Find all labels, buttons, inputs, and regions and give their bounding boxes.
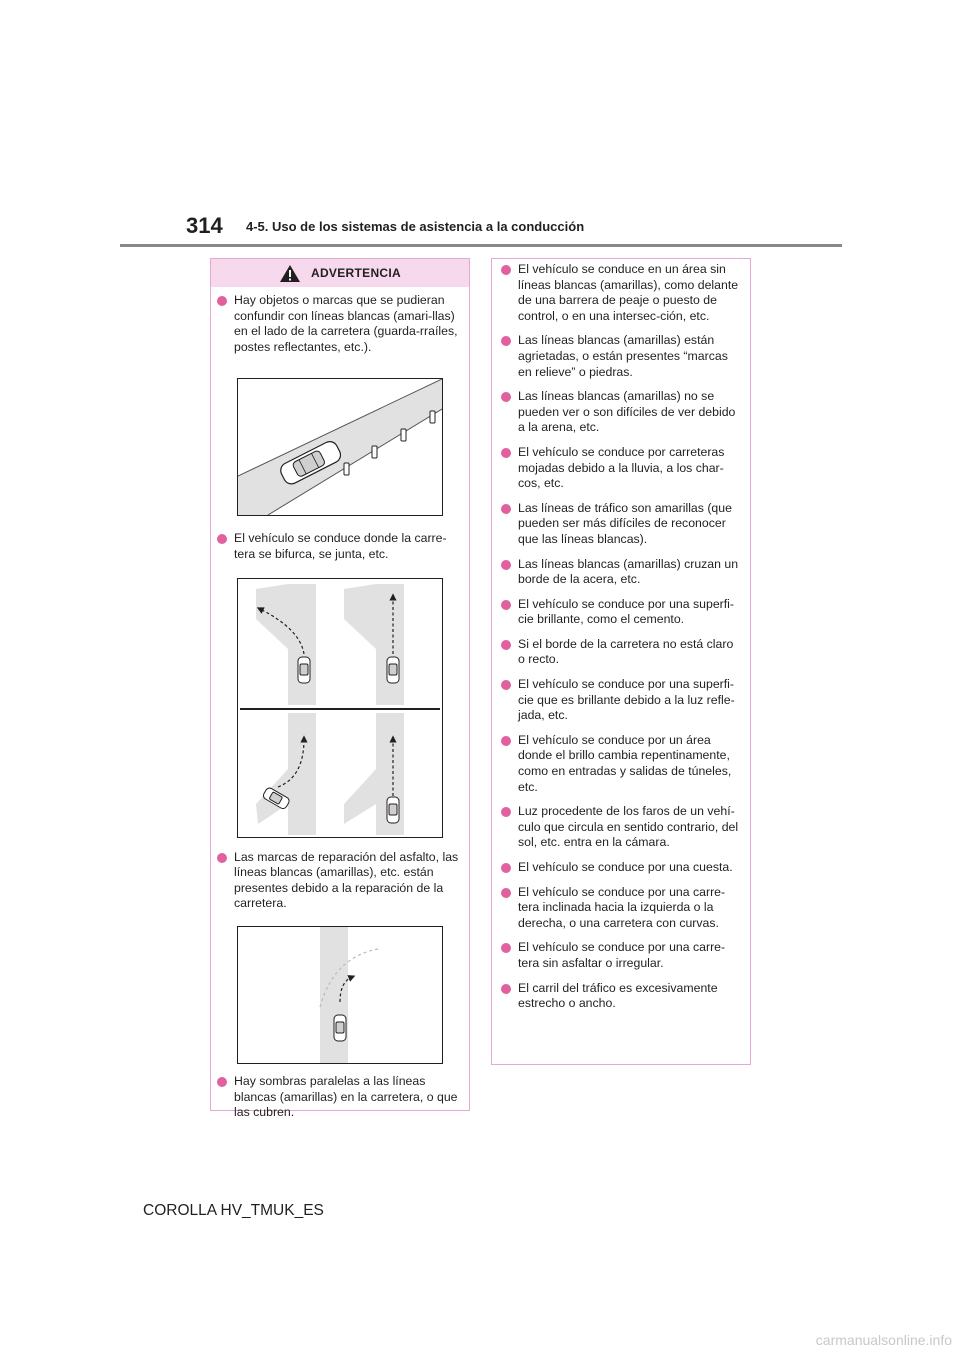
illustration-roadside-posts	[237, 378, 443, 516]
list-item: El vehículo se conduce por una carre-tera sin asfaltar o irregular.	[500, 940, 740, 971]
list-item: Luz procedente de los faros de un vehí-culo que circula en sentido contrario, del sol, etc. entra en la cámara.	[500, 804, 740, 851]
page-number: 314	[186, 213, 223, 238]
warning-header	[211, 259, 469, 287]
bullet-icon	[501, 640, 511, 650]
car-icon	[334, 1015, 346, 1041]
list-item: El vehículo se conduce por una carre-tera inclinada hacia la izquierda o la derecha, o una carretera con curvas.	[500, 885, 740, 932]
list-item: Si el borde de la carretera no está claro o recto.	[500, 637, 740, 668]
list-item: El vehículo se conduce por una cuesta.	[500, 860, 740, 876]
bullet-icon	[501, 560, 511, 570]
bullet-icon	[501, 504, 511, 514]
list-item: El vehículo se conduce en un área sin líneas blancas (amarillas), como delante de una barrera de peaje o puesto de control, o en una intersec-ción, etc.	[500, 262, 740, 324]
bullet-icon	[501, 680, 511, 690]
section-title: 4-5. Uso de los sistemas de asistencia a la conducción	[246, 219, 585, 234]
list-item: El vehículo se conduce por carreteras mojadas debido a la lluvia, a los char-cos, etc.	[500, 445, 740, 492]
list-item: Hay sombras paralelas a las líneas blancas (amarillas) en la carretera, o que las cubren.	[216, 1074, 459, 1121]
bullet-icon	[501, 600, 511, 610]
bullet-icon	[501, 392, 511, 402]
list-item: Las líneas de tráfico son amarillas (que pueden ser más difíciles de reconocer que las líneas blancas).	[500, 501, 740, 548]
illustration-forks-junctions	[237, 578, 443, 838]
list-item: Las marcas de reparación del asfalto, las líneas blancas (amarillas), etc. están presentes debido a la reparación de la carretera.	[216, 850, 459, 912]
list-item: El vehículo se conduce por una superfi-cie brillante, como el cemento.	[500, 597, 740, 628]
list-item: Las líneas blancas (amarillas) no se pueden ver o son difíciles de ver debido a la arena, etc.	[500, 389, 740, 436]
bullet-icon	[217, 853, 227, 863]
bullet-icon	[501, 265, 511, 275]
list-item: El vehículo se conduce por una superfi-cie que es brillante debido a la luz refle-jada, etc.	[500, 677, 740, 724]
bullet-icon	[501, 863, 511, 873]
list-item: Las líneas blancas (amarillas) cruzan un borde de la acera, etc.	[500, 557, 740, 588]
bullet-icon	[501, 736, 511, 746]
bullet-icon	[501, 984, 511, 994]
list-item: El vehículo se conduce por un área donde el brillo cambia repentinamente, como en entradas y salidas de túneles, etc.	[500, 733, 740, 795]
header-divider	[120, 244, 842, 247]
bullet-icon	[217, 534, 227, 544]
bullet-icon	[501, 448, 511, 458]
warning-triangle-icon	[279, 264, 301, 283]
warning-box-continued	[491, 258, 751, 1065]
list-item: El carril del tráfico es excesivamente estrecho o ancho.	[500, 981, 740, 1012]
bullet-icon	[217, 1077, 227, 1087]
forks-junctions-diagram	[238, 579, 442, 837]
warning-box	[210, 258, 470, 1120]
warning-title: ADVERTENCIA	[311, 266, 401, 280]
list-item: Hay objetos o marcas que se pudieran confundir con líneas blancas (amari-llas) en el lado de la carretera (guarda-rraíles, postes reflectantes, etc.).	[216, 293, 459, 355]
bullet-icon	[501, 807, 511, 817]
bullet-icon	[501, 888, 511, 898]
bullet-icon	[501, 336, 511, 346]
roadside-posts-diagram	[238, 379, 442, 515]
bullet-icon	[501, 943, 511, 953]
bullet-icon	[217, 296, 227, 306]
footer-model-code: COROLLA HV_TMUK_ES	[143, 1202, 324, 1219]
illustration-repair-marks	[237, 926, 443, 1064]
repair-marks-diagram	[238, 927, 442, 1063]
list-item: El vehículo se conduce donde la carre-tera se bifurca, se junta, etc.	[216, 531, 459, 562]
watermark: carmanualsonline.info	[815, 1332, 952, 1348]
list-item: Las líneas blancas (amarillas) están agrietadas, o están presentes “marcas en relieve” o piedras.	[500, 333, 740, 380]
